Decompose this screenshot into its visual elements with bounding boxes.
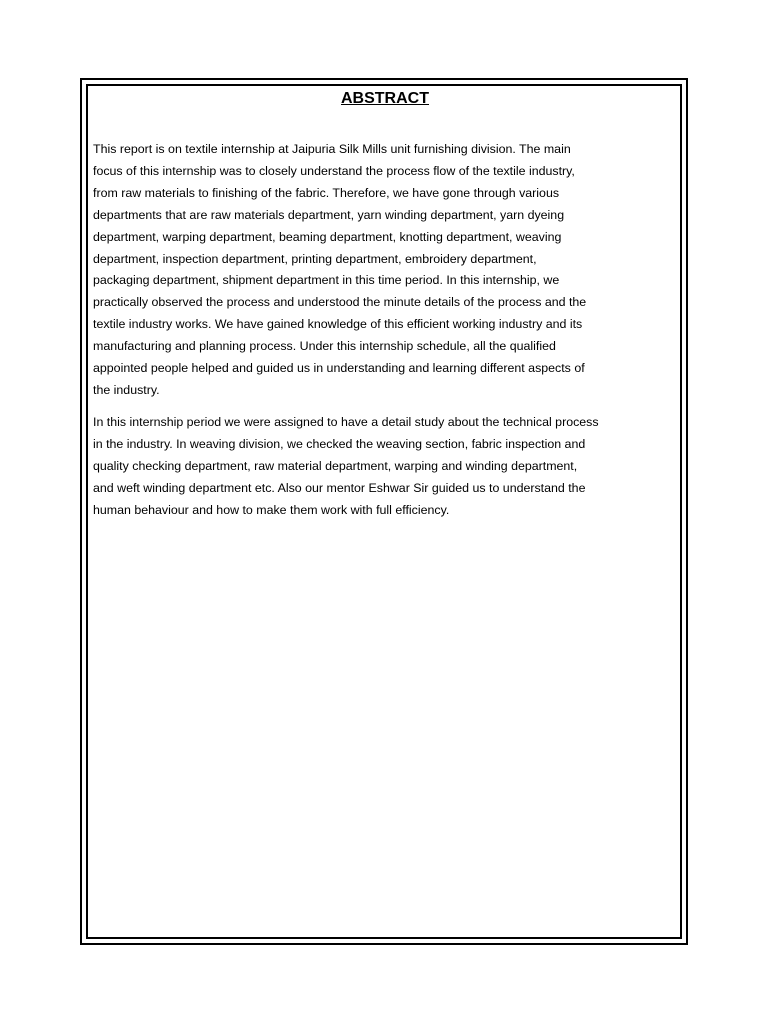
paragraph-line: quality checking department, raw material department, warping and winding department,	[93, 458, 578, 473]
paragraph-line: from raw materials to finishing of the fabric. Therefore, we have gone through various	[93, 185, 560, 200]
paragraph-line: department, inspection department, printing department, embroidery department,	[93, 251, 537, 266]
paragraph-line: focus of this internship was to closely understand the process flow of the textile industry,	[93, 163, 575, 178]
paragraph-line: human behaviour and how to make them work with full efficiency.	[93, 502, 450, 517]
paragraph-2	[93, 412, 677, 522]
paragraph-line: manufacturing and planning process. Under this internship schedule, all the qualified	[93, 339, 556, 354]
paragraph-line: This report is on textile internship at Jaipuria Silk Mills unit furnishing division. The main	[93, 142, 571, 156]
paragraph-line: In this internship period we were assigned to have a detail study about the technical process	[93, 414, 599, 429]
paragraph-line: packaging department, shipment department in this time period. In this internship, we	[93, 273, 560, 288]
paragraph-line: textile industry works. We have gained knowledge of this efficient working industry and its	[93, 317, 583, 332]
paragraph-line: departments that are raw materials department, yarn winding department, yarn dyeing	[93, 207, 565, 222]
paragraph-1	[93, 139, 677, 402]
document-content	[93, 88, 677, 531]
paragraph-line: in the industry. In weaving division, we checked the weaving section, fabric inspection and	[93, 436, 586, 451]
paragraph-line: department, warping department, beaming department, knotting department, weaving	[93, 229, 562, 244]
paragraph-line: practically observed the process and understood the minute details of the process and the	[93, 295, 587, 310]
paragraph-line: the industry.	[93, 382, 160, 397]
paragraph-line: and weft winding department etc. Also our mentor Eshwar Sir guided us to understand the	[93, 480, 586, 495]
document-title: ABSTRACT	[341, 90, 429, 107]
paragraph-line: appointed people helped and guided us in understanding and learning different aspects of	[93, 361, 585, 376]
